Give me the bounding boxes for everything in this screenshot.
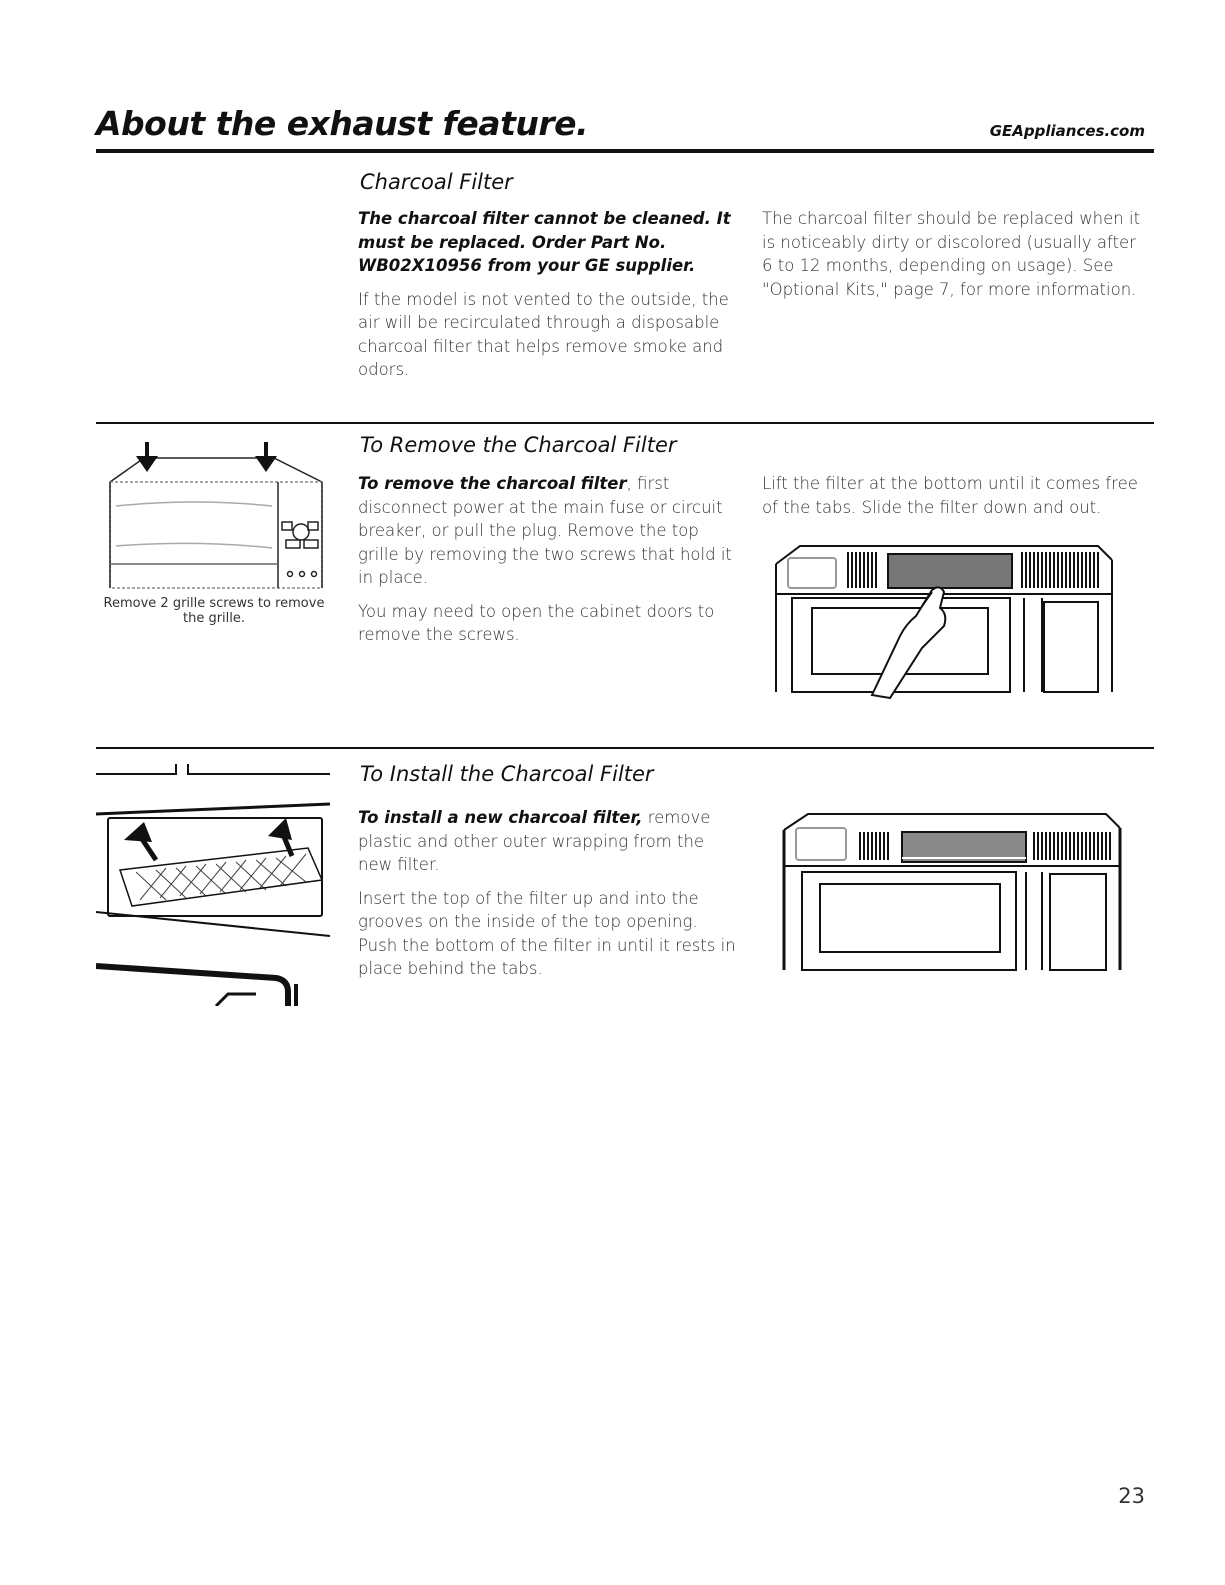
charcoal-filter-heading: Charcoal Filter [360,170,513,194]
down-arrow-icon [136,442,158,472]
up-arrow-icon [268,818,292,856]
section-divider-remove [96,422,1154,424]
charcoal-filter-description: If the model is not vented to the outside, the air will be recirculated through a disposable charcoal filter that helps remove smoke and odors. [358,289,729,379]
filter-installed-illustration [780,808,1132,974]
filter-removal-illustration [772,540,1124,700]
filter-install-illustration [96,760,336,1006]
remove-filter-step3: Lift the filter at the bottom until it comes free of the tabs. Slide the filter down and out. [762,474,1138,517]
down-arrow-icon [255,442,277,472]
install-filter-lead: To install a new charcoal filter, [358,808,643,827]
section-divider-install [96,747,1154,749]
page-number: 23 [1118,1484,1145,1508]
install-filter-heading: To Install the Charcoal Filter [360,762,654,786]
charcoal-filter-left-column [358,207,738,392]
remove-filter-step1 [358,472,742,590]
grille-screws-illustration [96,436,332,592]
install-filter-step1 [358,806,742,877]
page-title: About the exhaust feature. [96,104,589,143]
charcoal-filter-replacement: The charcoal filter should be replaced when it is noticeably dirty or discolored (usually after 6 to 12 months, depending on usage). See "Optional Kits," page 7, for more information. [762,209,1141,299]
charcoal-filter-warning: The charcoal filter cannot be cleaned. It must be replaced. Order Part No. WB02X10956 from your GE supplier. [358,209,731,275]
charcoal-filter-right-column [762,207,1142,311]
remove-filter-lead: To remove the charcoal filter [358,474,627,493]
remove-filter-left-column [358,472,742,657]
header-rule [96,149,1154,153]
up-arrow-icon [124,822,156,860]
install-filter-step1-text: remove plastic and other outer wrapping from the new filter. [358,808,711,874]
site-url: GEAppliances.com [989,122,1145,140]
hand-icon [872,587,945,698]
install-filter-step2: Insert the top of the filter up and into the grooves on the inside of the top opening. Push the bottom of the filter in until it rests in place behind the tabs. [358,888,736,978]
grille-caption: Remove 2 grille screws to remove the grille. [103,596,325,626]
remove-filter-step1-text: , first disconnect power at the main fuse or circuit breaker, or pull the plug. Remove the top grille by removing the two screws that hold it in place. [358,474,732,587]
remove-filter-right-column [762,472,1146,529]
remove-filter-step2: You may need to open the cabinet doors to remove the screws. [358,601,715,644]
remove-filter-heading: To Remove the Charcoal Filter [360,433,677,457]
install-filter-column [358,806,742,991]
